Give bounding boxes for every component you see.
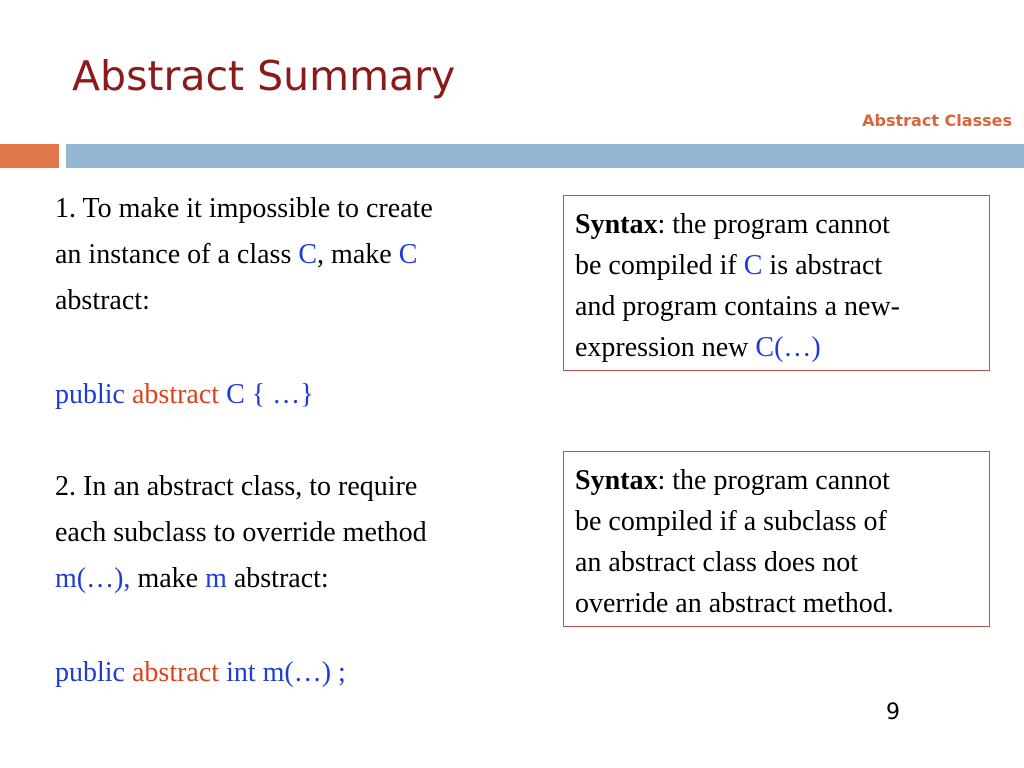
point-2-line-2: each subclass to override method bbox=[55, 517, 427, 548]
box-1-line-3: and program contains a new- bbox=[575, 291, 900, 322]
box-2-line-3: an abstract class does not bbox=[575, 547, 859, 578]
class-name-c: C bbox=[398, 239, 418, 270]
page-number: 9 bbox=[886, 700, 900, 725]
slide-title: Abstract Summary bbox=[72, 52, 456, 100]
method-name-m: m bbox=[205, 563, 227, 594]
section-label: Abstract Classes bbox=[862, 111, 1012, 130]
syntax-box-1 bbox=[563, 195, 990, 371]
code-example-1: public abstract C { …} bbox=[55, 379, 314, 410]
box-1-line-2: be compiled if C is abstract bbox=[575, 250, 883, 281]
box-2-line-2: be compiled if a subclass of bbox=[575, 506, 887, 537]
method-name-m: m(…), bbox=[55, 563, 131, 594]
box-1-line-4: expression new C(…) bbox=[575, 332, 821, 363]
point-1-line-1: 1. To make it impossible to create bbox=[55, 193, 433, 224]
point-1-line-3: abstract: bbox=[55, 285, 150, 316]
point-2-line-1: 2. In an abstract class, to require bbox=[55, 471, 418, 502]
box-2-line-4: override an abstract method. bbox=[575, 588, 894, 619]
box-2-line-1: Syntax: the program cannot bbox=[575, 465, 890, 496]
point-2-line-3: m(…), make m abstract: bbox=[55, 563, 329, 594]
header-bar-blue bbox=[66, 144, 1024, 168]
syntax-box-2 bbox=[563, 451, 990, 627]
point-1-line-2: an instance of a class C, make C bbox=[55, 239, 418, 270]
class-name-c: C bbox=[298, 239, 318, 270]
box-1-line-1: Syntax: the program cannot bbox=[575, 209, 890, 240]
code-example-2: public abstract int m(…) ; bbox=[55, 657, 346, 688]
header-bar-orange bbox=[0, 144, 59, 168]
left-content bbox=[55, 186, 555, 696]
